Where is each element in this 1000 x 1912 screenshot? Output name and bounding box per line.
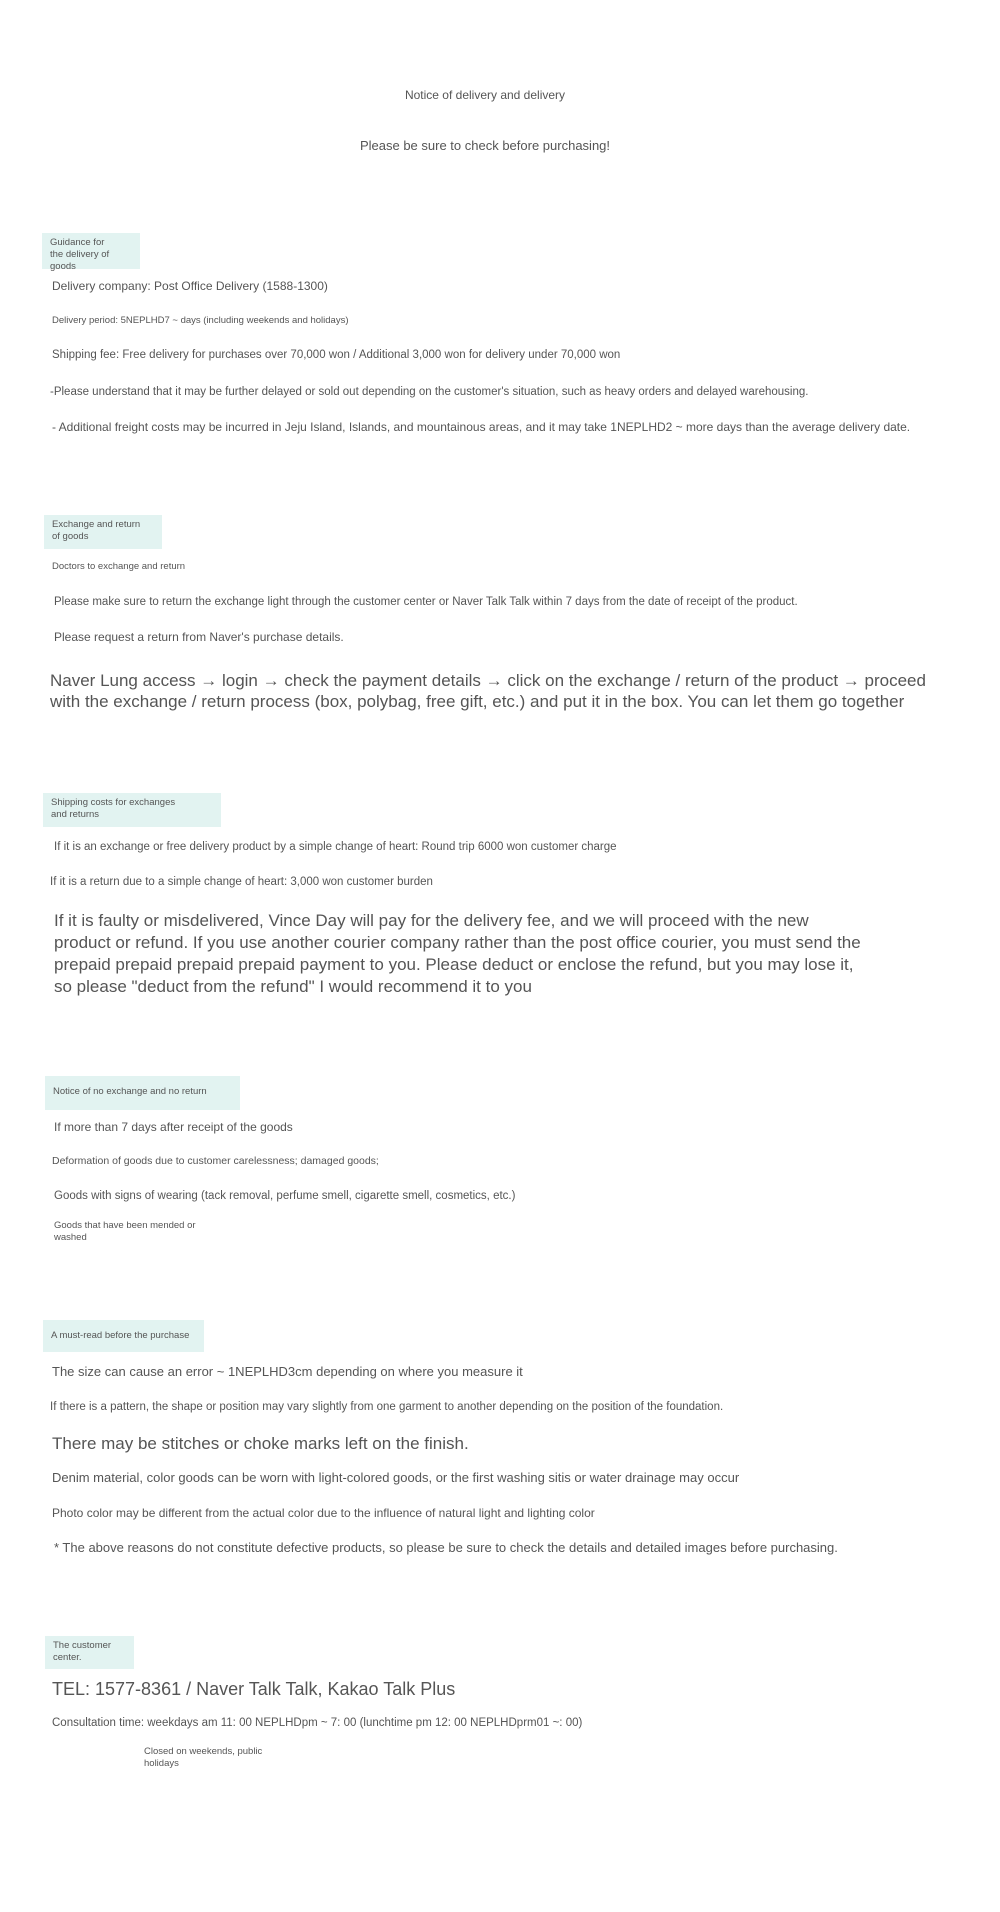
section-tag-customer-center [45,1636,134,1669]
must-read-denim: Denim material, color goods can be worn with light-colored goods, or the first washing sitis or water drainage may occur [52,1470,740,1485]
return-process-line-1: Naver Lung access → login → check the payment details → click on the exchange / return of the product → proceed [50,671,926,690]
return-request: Please request a return from Naver's purchase details. [54,630,344,644]
section-tag-shipping-costs [43,793,221,827]
faulty-line-3: prepaid prepaid prepaid prepaid payment to you. Please deduct or enclose the refund, but you may lose it, [54,955,854,974]
section-tag-exchange [44,515,162,549]
section-tag-must-read [43,1320,204,1352]
must-read-stitches: There may be stitches or choke marks left on the finish. [52,1434,469,1453]
delivery-period: Delivery period: 5NEPLHD7 ~ days (including weekends and holidays) [52,315,349,326]
shipping-fee: Shipping fee: Free delivery for purchases over 70,000 won / Additional 3,000 won for delivery under 70,000 won [52,349,621,361]
faulty-line-2: product or refund. If you use another courier company rather than the post office courier, you must send the [54,933,861,952]
exchange-within-7-days: Please make sure to return the exchange light through the customer center or Naver Talk Talk within 7 days from the date of receipt of the product. [54,596,798,608]
no-exchange-item-1: If more than 7 days after receipt of the goods [54,1120,293,1134]
faulty-line-4: so please "deduct from the refund" I would recommend it to you [54,977,532,996]
page-title: Notice of delivery and delivery [404,88,566,102]
section-tag-label: Exchange and return of goods [52,519,141,542]
section-tag-label: The customer center. [53,1640,112,1663]
section-tag-no-exchange [45,1076,240,1110]
jeju-notice: - Additional freight costs may be incurred in Jeju Island, Islands, and mountainous areas, and it may take 1NEPLHD2 ~ more days than the average delivery date. [52,420,911,434]
section-tag-label: Notice of no exchange and no return [53,1086,207,1097]
return-process-line-2: with the exchange / return process (box, polybag, free gift, etc.) and put it in the box. You can let them go together [50,692,905,711]
exchange-shipping-cost: If it is an exchange or free delivery product by a simple change of heart: Round trip 6000 won customer charge [54,841,617,853]
no-exchange-item-4: Goods that have been mended or washed [54,1220,196,1243]
section-tag-label: A must-read before the purchase [51,1330,190,1341]
exchange-doctors: Doctors to exchange and return [52,561,186,572]
must-read-size: The size can cause an error ~ 1NEPLHD3cm depending on where you measure it [52,1364,523,1379]
must-read-pattern: If there is a pattern, the shape or position may vary slightly from one garment to another depending on the position of the foundation. [50,1401,724,1413]
must-read-photo: Photo color may be different from the actual color due to the influence of natural light and lighting color [52,1506,595,1520]
customer-tel: TEL: 1577-8361 / Naver Talk Talk, Kakao Talk Plus [52,1679,456,1699]
section-tag-label: Shipping costs for exchanges and returns [51,797,176,820]
return-shipping-cost: If it is a return due to a simple change of heart: 3,000 won customer burden [50,876,433,888]
delay-notice: -Please understand that it may be further delayed or sold out depending on the customer's situation, such as heavy orders and delayed warehousing. [50,386,809,398]
section-tag-label: Guidance for the delivery of goods [50,237,110,272]
consultation-time: Consultation time: weekdays am 11: 00 NEPLHDpm ~ 7: 00 (lunchtime pm 12: 00 NEPLHDprm01 ~: 00) [52,1717,583,1729]
closed-days: Closed on weekends, public holidays [144,1746,263,1769]
page-subtitle: Please be sure to check before purchasing! [359,138,611,153]
delivery-company: Delivery company: Post Office Delivery (1588-1300) [52,279,328,293]
must-read-note: * The above reasons do not constitute defective products, so please be sure to check the details and detailed images before purchasing. [54,1540,838,1555]
no-exchange-item-2: Deformation of goods due to customer carelessness; damaged goods; [52,1155,379,1167]
section-tag-delivery [42,233,140,272]
faulty-line-1: If it is faulty or misdelivered, Vince Day will pay for the delivery fee, and we will proceed with the new [54,911,809,930]
no-exchange-item-3: Goods with signs of wearing (tack removal, perfume smell, cigarette smell, cosmetics, etc.) [54,1190,516,1202]
